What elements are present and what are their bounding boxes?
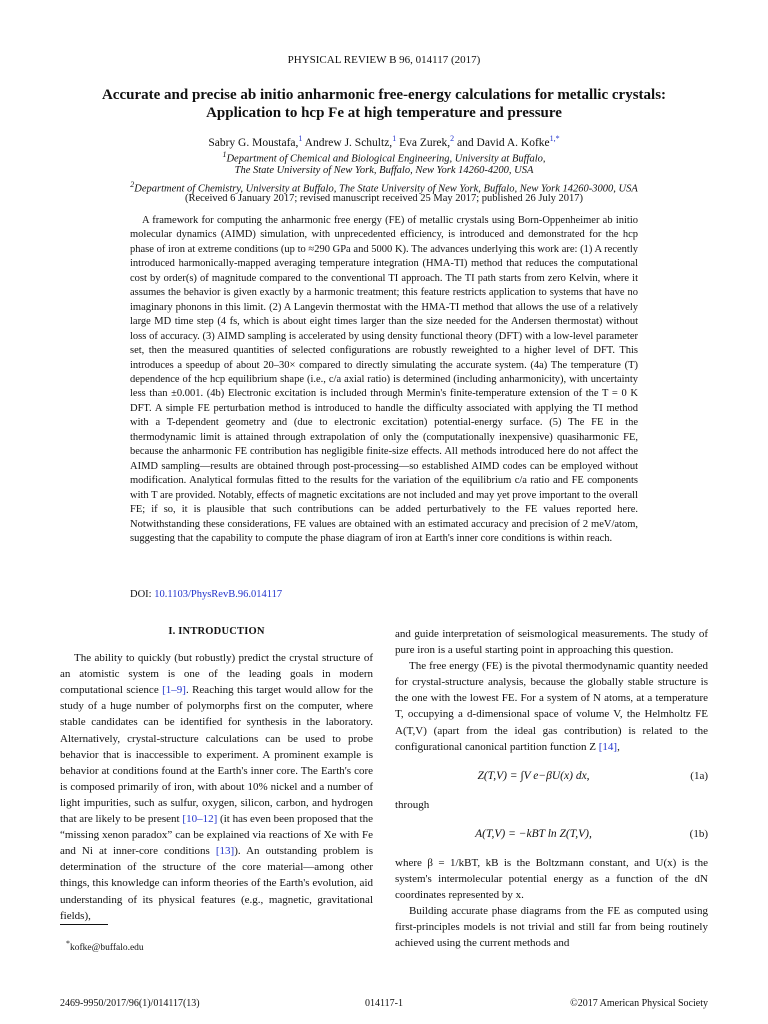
received-dates: (Received 6 January 2017; revised manuscript received 25 May 2017; published 26 July 2017) xyxy=(184,193,584,204)
paragraph-continued: and guide interpretation of seismological measurements. The study of pure iron is a useful starting point in approaching this question. xyxy=(395,628,708,657)
paragraph-text: The ability to quickly (but robustly) predict the crystal structure of an atomistic system is one of the leading goals in modern computational science xyxy=(60,652,373,697)
equation-1a xyxy=(395,763,708,789)
affiliation-1-line-2: The State University of New York, Buffalo, New York 14260-4200, USA xyxy=(234,165,534,176)
footer-issn: 2469-9950/2017/96(1)/014117(13) xyxy=(60,998,200,1009)
paragraph: Building accurate phase diagrams from the FE as computed using first-principles models is not trivial and still far from being routinely achieved using the current methods and xyxy=(395,905,708,950)
equation-body: Z(T,V) = ∫V e−βU(x) dx, xyxy=(477,769,590,782)
author-name: Sabry G. Moustafa, xyxy=(208,136,299,149)
section-heading: I. INTRODUCTION xyxy=(168,626,265,637)
footnote-marker: * xyxy=(66,939,70,948)
paragraph xyxy=(60,650,373,924)
title-line-2: Application to hcp Fe at high temperature and pressure xyxy=(206,105,562,121)
citation-link[interactable]: [14] xyxy=(598,740,618,753)
equation-number: (1a) xyxy=(690,769,708,782)
citation-link[interactable]: [10–12] xyxy=(182,813,218,826)
equation-1b xyxy=(395,821,708,847)
author-list xyxy=(0,134,768,149)
doi-line xyxy=(130,589,282,600)
affiliation-number: 1 xyxy=(222,150,227,159)
affiliation-marker[interactable]: 1,* xyxy=(549,134,560,143)
citation-link[interactable]: [1–9] xyxy=(162,684,186,697)
author-name: and David A. Kofke xyxy=(454,136,550,149)
paragraph-text: , xyxy=(617,740,620,753)
affiliation-1 xyxy=(0,150,768,165)
equation-connector: through xyxy=(395,798,430,811)
footnote-rule xyxy=(60,924,108,925)
left-column xyxy=(60,624,373,924)
author-name: Eva Zurek, xyxy=(396,136,451,149)
affiliation-marker[interactable]: 1 xyxy=(392,134,397,143)
affiliation-text: Department of Chemical and Biological Engineering, University at Buffalo, xyxy=(226,153,546,165)
paragraph: where β = 1/kBT, kB is the Boltzmann constant, and U(x) is the system's intermolecular potential energy as a function of the dN coordinates represented by x. xyxy=(395,856,708,902)
author-name: Andrew J. Schultz, xyxy=(302,136,393,149)
footer-page-number: 014117-1 xyxy=(365,998,403,1009)
affiliation-marker[interactable]: 1 xyxy=(298,134,303,143)
citation-link[interactable]: [13] xyxy=(215,845,235,858)
footnote-email[interactable]: kofke@buffalo.edu xyxy=(69,943,144,954)
title-line-1: Accurate and precise ab initio anharmonic free-energy calculations for metallic crystals: xyxy=(101,87,667,103)
affiliation-text: Department of Chemistry, University at Buffalo, The State University of New York, Buffalo, New York 14260-3000, USA xyxy=(134,183,638,195)
doi-label: DOI: xyxy=(130,589,155,600)
paper-title xyxy=(60,86,708,122)
affiliation-number: 2 xyxy=(130,180,135,189)
paragraph xyxy=(395,658,708,755)
right-column xyxy=(395,626,708,951)
paragraph-text: The free energy (FE) is the pivotal thermodynamic quantity needed for crystal-structure analysis, because the globally stable structure is the one with the lowest FE. For a system of N atoms, at a temperature T, occupying a d-dimensional space of volume V, the Helmholtz FE A(T,V) (apart from the ideal gas contribution) is related to the configurational canonical partition function Z xyxy=(395,660,708,753)
paragraph-text: (it has even been proposed that the “missing xenon paradox” can be explained via reactions of Xe with Fe and Ni at inner-core conditions xyxy=(60,813,373,858)
paragraph-text: ). An outstanding problem is determination of the structure of the core material—among other things, this knowledge can inform theories of the Earth's evolution, aid understanding of its physical features (e.g., magnetic, gravitational fields), xyxy=(60,845,374,922)
running-head: PHYSICAL REVIEW B 96, 014117 (2017) xyxy=(287,54,481,66)
equation-body: A(T,V) = −kBT ln Z(T,V), xyxy=(475,827,592,840)
footnote xyxy=(66,939,144,953)
affiliation-marker[interactable]: 2 xyxy=(450,134,455,143)
doi-link[interactable]: 10.1103/PhysRevB.96.014117 xyxy=(154,589,283,600)
footer-copyright: ©2017 American Physical Society xyxy=(570,998,708,1009)
abstract: A framework for computing the anharmonic free energy (FE) of metallic crystals using Born-Oppenheimer ab initio molecular dynamics (AIMD) simulation, with unprecedented efficiency, is introduced and demonstrated for the hcp phase of iron at extreme conditions (up to ≈290 GPa and 5000 K). The advances underlying this work are: (1) A recently introduced harmonically-mapped averaging temperature integration (HMA-TI) method that reduces the computational cost by order(s) of magnitude compared to the conventional TI approach. The TI path starts from zero Kelvin, where it assumes the behavior is given exactly by a harmonic treatment; this feature restricts application to systems that have no imaginary phonons in this limit. (2) A Langevin thermostat with the HMA-TI method that allows the use of a relatively large MD time step (4 fs, which is about eight times larger than the size needed for the Andersen thermostat) without loss of accuracy. (3) AIMD sampling is accelerated by using density functional theory (DFT) with a low-level parameter set, then the measured quantities of selected configurations are robustly reweighted to a higher level of DFT. This introduces a speedup of about 20–30× compared to directly simulating the accurate system. (4a) The temperature (T) dependence of the hcp equilibrium shape (i.e., c/a axial ratio) is determined (including anharmonicity), with uncertainty less than ±0.001. (4b) Electronic excitation is included through Mermin's finite-temperature extension of the T = 0 K DFT. A simple FE perturbation method is introduced to handle the difficulty associated with applying the TI method with a T-dependent geometry and (due to electronic excitation) potential-energy surface. (5) The FE in the thermodynamic limit is attained through extrapolation of only the (computationally inexpensive) quasiharmonic FE, because the anharmonic FE contribution has negligible finite-size effects. All methods introduced here do not affect the AIMD sampling—results are obtained through post-processing—so established AIMD codes can be employed without modification. Analytical formulas fitted to the results for the variation of the equilibrium c/a ratio and FE components with T are provided. Notably, effects of magnetic excitations are not included and may yet prove important to the overall FE; if so, it is plausible that such contributions can be added perturbatively to the FE values reported here. Notwithstanding these considerations, FE values are obtained with an estimated accuracy and precision of 2 meV/atom, suggesting that the capability to compute the phase diagram of iron at Earth's inner core conditions is within reach. xyxy=(130,215,638,544)
equation-number: (1b) xyxy=(689,827,708,840)
paragraph-text: . Reaching this target would allow for the study of a huge number of polymorphs first on the computer, where stable candidates can be identified for synthesis in the laboratory. Alternatively, crystal-structure calculations can be used to probe behavior that is inaccessible to experiment. A prominent example is behavior at conditions found at the Earth's inner core. The Earth's core is composed primarily of iron, with about 10% nickel and a number of light impurities, such as sulfur, oxygen, silicon, carbon, and hydrogen that are likely to be present xyxy=(60,684,373,826)
